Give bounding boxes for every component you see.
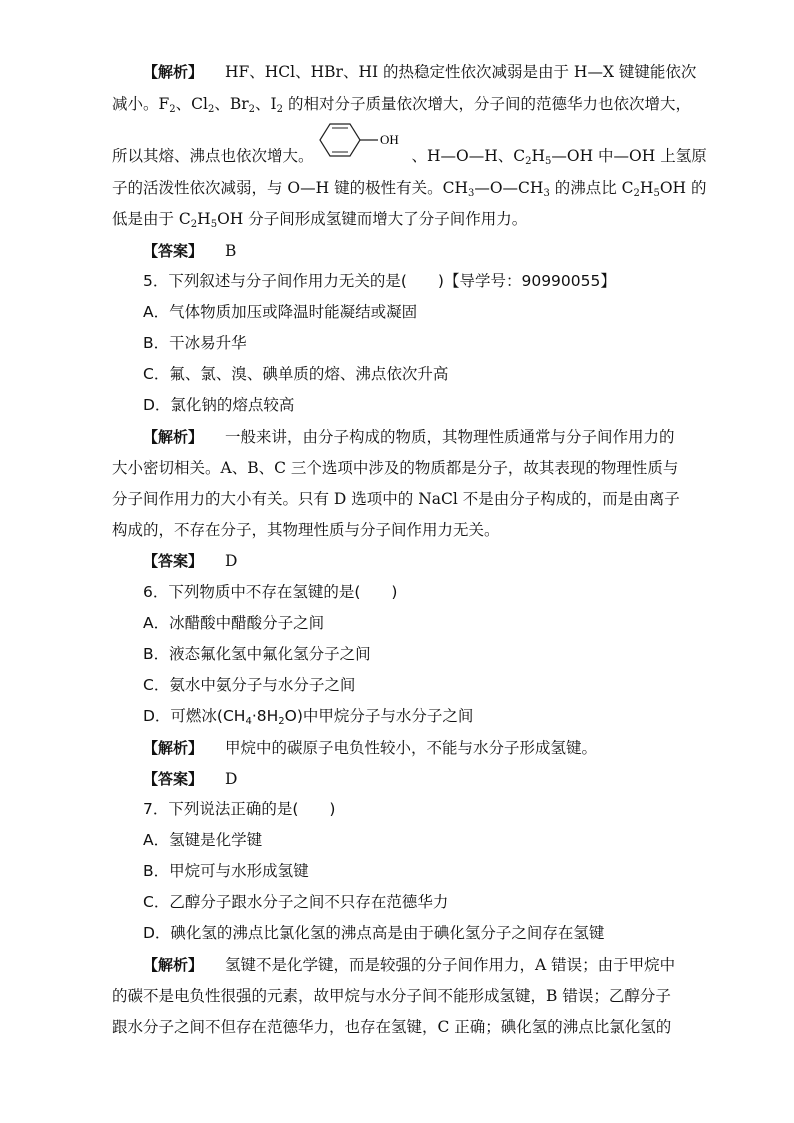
- question-stem: 5．下列叙述与分子间作用力无关的是( )【导学号：90990055】: [143, 272, 616, 290]
- option-c: C．氟、氯、溴、碘单质的熔、沸点依次升高: [143, 365, 449, 383]
- option-b: B．液态氟化氢中氟化氢分子之间: [143, 645, 371, 663]
- analysis-line: 构成的，不存在分子，其物理性质与分子间作用力无关。: [112, 521, 500, 539]
- question-stem: 6．下列物质中不存在氢键的是( ): [143, 583, 398, 601]
- analysis-line: 的碳不是电负性很强的元素，故甲烷与水分子间不能形成氢键，B 错误；乙醇分子: [112, 987, 671, 1005]
- oh-label: OH: [380, 132, 399, 147]
- answer-value: D: [225, 552, 238, 570]
- analysis-line: 大小密切相关。A、B、C 三个选项中涉及的物质都是分子，故其表现的物理性质与: [112, 459, 679, 477]
- question-stem: 7．下列说法正确的是( ): [143, 800, 336, 818]
- option-a: A．冰醋酸中醋酸分子之间: [143, 614, 325, 632]
- answer-value: B: [225, 242, 237, 260]
- option-a: A．气体物质加压或降温时能凝结或凝固: [143, 303, 418, 321]
- answer-line: [143, 241, 236, 261]
- analysis-line: 减小。$F_2$、$Cl_2$、$Br_2$、$I_2$ 的相对分子质量依次增大，分子间的范德华力也依次增大，: [112, 95, 691, 115]
- option-d: D．碘化氢的沸点比氯化氢的沸点高是由于碘化氢分子之间存在氢键: [143, 924, 605, 942]
- option-c: C．乙醇分子跟水分子之间不只存在范德华力: [143, 893, 449, 911]
- answer-tag: 【答案】: [143, 242, 204, 260]
- answer-line: 【答案】 D: [143, 552, 238, 570]
- option-d: D．氯化钠的熔点较高: [143, 396, 295, 414]
- analysis-line: 所以其熔、沸点也依次增大。 、H—O—H、$C_2H_5—OH$ 中—OH 上氢原: [112, 147, 707, 167]
- guide-number: 【导学号：90990055】: [443, 272, 616, 290]
- option-b: B．甲烷可与水形成氢键: [143, 862, 309, 880]
- analysis-line: 【解析】 一般来讲，由分子构成的物质，其物理性质通常与分子间作用力的: [143, 428, 675, 446]
- answer-line: 【答案】 D: [143, 770, 238, 788]
- option-d: D．可燃冰$(CH_4\cdot 8H_2O)$中甲烷分子与水分子之间: [143, 707, 474, 727]
- option-b: B．干冰易升华: [143, 334, 247, 352]
- phenol-structure-icon: [316, 122, 412, 158]
- analysis-line: 【解析】 氢键不是化学键，而是较强的分子间作用力，A 错误；由于甲烷中: [143, 956, 676, 974]
- analysis-line: 【解析】 HF、HCl、HBr、HI 的热稳定性依次减弱是由于 H—X 键键能依次: [143, 63, 697, 81]
- analysis-line: 【解析】 甲烷中的碳原子电负性较小，不能与水分子形成氢键。: [143, 739, 598, 757]
- analysis-line: 子的活泼性依次减弱，与 O—H 键的极性有关。$CH_3—O—CH_3$ 的沸点比 $C_2H_5OH$ 的: [112, 179, 707, 199]
- analysis-line: 低是由于 $C_2H_5OH$ 分子间形成氢键而增大了分子间作用力。: [112, 210, 528, 230]
- option-a: A．氢键是化学键: [143, 831, 263, 849]
- analysis-line: 分子间作用力的大小有关。只有 D 选项中的 NaCl 不是由分子构成的，而是由离子: [112, 490, 680, 508]
- analysis-tag: 【解析】: [143, 63, 204, 81]
- analysis-line: 跟水分子之间不但存在范德华力，也存在氢键，C 正确；碘化氢的沸点比氯化氢的: [112, 1018, 672, 1036]
- option-c: C．氨水中氨分子与水分子之间: [143, 676, 356, 694]
- answer-value: D: [225, 770, 238, 788]
